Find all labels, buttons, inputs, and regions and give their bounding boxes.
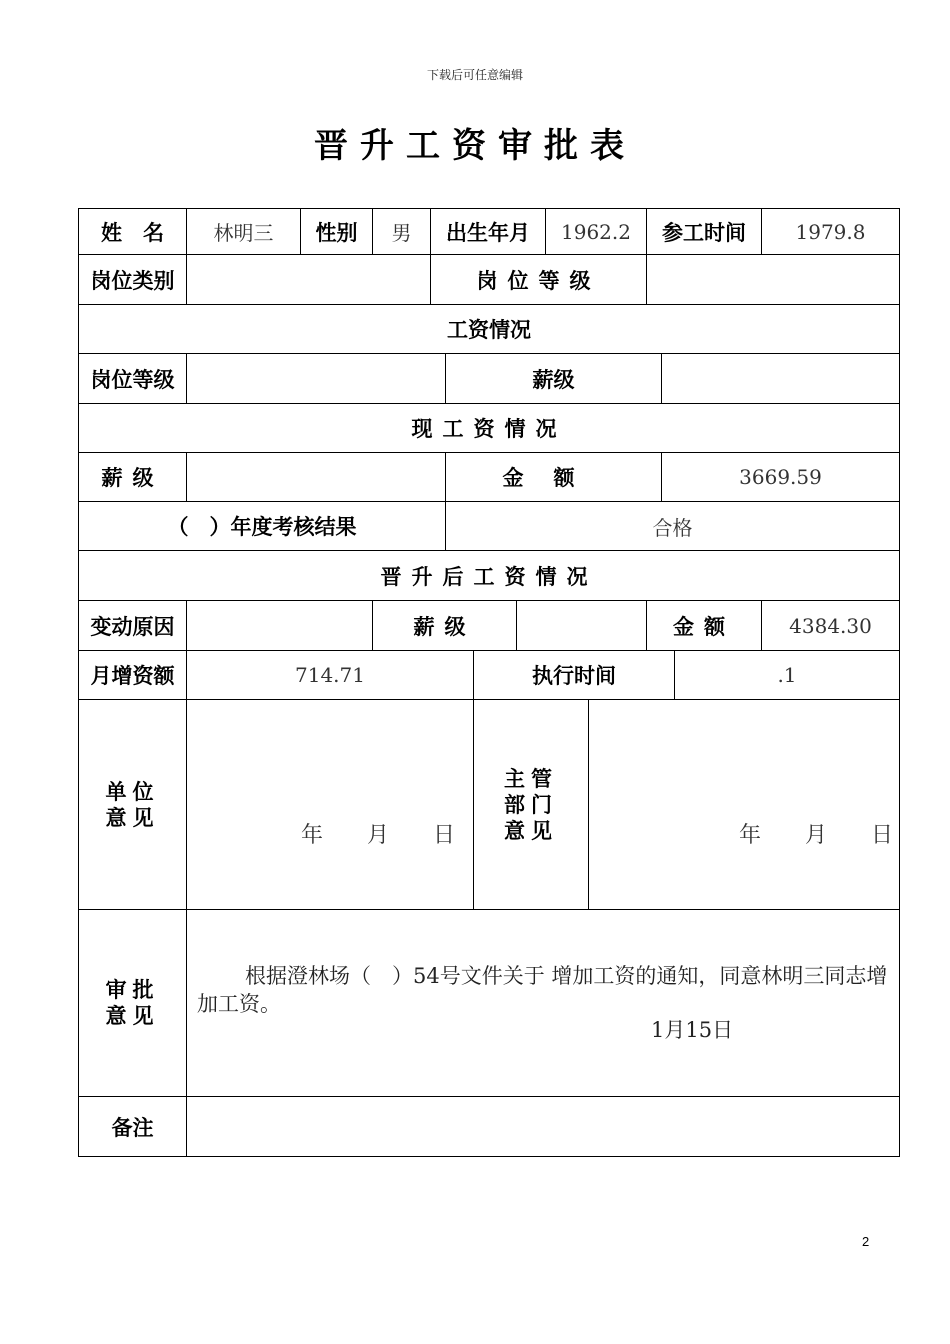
unit-opinion-label: 单位意见 bbox=[79, 700, 187, 910]
birth-value[interactable]: 1962.2 bbox=[546, 209, 647, 255]
new-salary-level-value[interactable] bbox=[517, 601, 647, 651]
monthly-increase-value[interactable]: 714.71 bbox=[187, 651, 474, 700]
after-promotion-heading: 晋升后工资情况 bbox=[79, 551, 899, 601]
current-amount-value[interactable]: 3669.59 bbox=[662, 453, 899, 502]
new-salary-level-label: 薪级 bbox=[373, 601, 517, 651]
change-reason-value[interactable] bbox=[187, 601, 373, 651]
post-grade-label-2: 岗位等级 bbox=[79, 354, 187, 404]
current-amount-label: 金额 bbox=[446, 453, 662, 502]
approval-label: 审批意见 bbox=[79, 910, 187, 1097]
change-reason-label: 变动原因 bbox=[79, 601, 187, 651]
approval-box[interactable] bbox=[187, 910, 899, 1097]
post-grade-value-2[interactable] bbox=[187, 354, 446, 404]
current-salary-level-label: 薪级 bbox=[79, 453, 187, 502]
approval-text: 根据澄林场（ ）54号文件关于 增加工资的通知，同意林明三同志增加工资。 bbox=[197, 964, 888, 1016]
assessment-value[interactable]: 合格 bbox=[446, 502, 899, 551]
effective-time-label: 执行时间 bbox=[474, 651, 675, 700]
remarks-value[interactable] bbox=[187, 1097, 899, 1156]
remarks-label: 备注 bbox=[79, 1097, 187, 1156]
new-amount-value[interactable]: 4384.30 bbox=[762, 601, 899, 651]
approval-date: 1月15日 bbox=[651, 1018, 734, 1042]
salary-level-label: 薪级 bbox=[446, 354, 662, 404]
unit-opinion-box[interactable] bbox=[187, 700, 474, 910]
dept-opinion-date: 年 月 日 bbox=[739, 823, 894, 848]
unit-opinion-date: 年 月 日 bbox=[301, 823, 456, 848]
salary-approval-form bbox=[78, 208, 900, 1157]
monthly-increase-label: 月增资额 bbox=[79, 651, 187, 700]
post-grade-label: 岗位等级 bbox=[431, 255, 647, 305]
current-salary-level-value[interactable] bbox=[187, 453, 446, 502]
post-grade-value[interactable] bbox=[647, 255, 899, 305]
header-note: 下载后可任意编辑 bbox=[426, 68, 523, 82]
current-salary-heading: 现工资情况 bbox=[79, 404, 899, 453]
form-title: 晋升工资审批表 bbox=[314, 126, 636, 166]
post-category-label: 岗位类别 bbox=[79, 255, 187, 305]
work-start-value[interactable]: 1979.8 bbox=[762, 209, 899, 255]
gender-value[interactable]: 男 bbox=[373, 209, 431, 255]
post-category-value[interactable] bbox=[187, 255, 431, 305]
dept-opinion-label: 主管部门意见 bbox=[474, 700, 589, 910]
salary-situation-heading: 工资情况 bbox=[79, 305, 899, 354]
effective-time-value[interactable]: .1 bbox=[675, 651, 899, 700]
dept-opinion-box[interactable] bbox=[589, 700, 899, 910]
salary-level-value[interactable] bbox=[662, 354, 899, 404]
gender-label: 性别 bbox=[301, 209, 373, 255]
name-label: 姓 名 bbox=[79, 209, 187, 255]
page-number: 2 bbox=[862, 1234, 870, 1249]
assessment-label: （ ）年度考核结果 bbox=[79, 502, 446, 551]
work-start-label: 参工时间 bbox=[647, 209, 762, 255]
birth-label: 出生年月 bbox=[431, 209, 546, 255]
new-amount-label: 金额 bbox=[647, 601, 762, 651]
name-value[interactable]: 林明三 bbox=[187, 209, 301, 255]
